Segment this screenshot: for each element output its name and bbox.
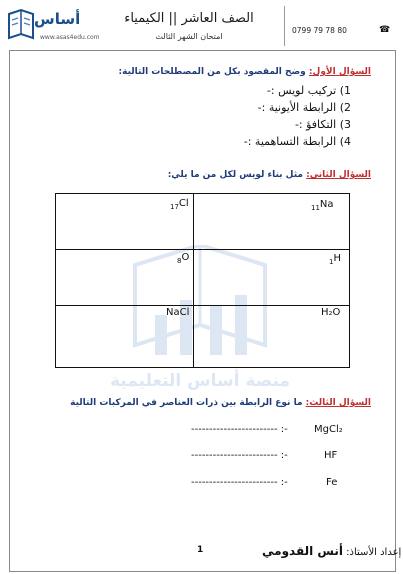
q3-compound: MgCl₂ [314,424,343,435]
table-col-divider [193,193,194,368]
cell-atomic-number: 1 [329,258,334,266]
cell-symbol: O [181,252,190,263]
q1-item-2: 2) الرابطة الأيونية :- [257,101,351,114]
q3-text: ما نوع الرابطة بين ذرات العناصر في المركبات التالية [70,398,303,408]
cell-atomic-number: 11 [311,204,320,212]
author-credit [262,544,401,558]
cell-symbol: Na [319,199,334,210]
table-row-divider [55,305,350,306]
brand-url: www.asas4edu.com [40,34,100,41]
brand-name: أساس [34,10,81,28]
cell-symbol: Cl [178,198,189,209]
q3-answer-line: ------------------------ :- [191,450,288,461]
table-row-divider [55,249,350,250]
q1-text: وضح المقصود بكل من المصطلحات التالية: [118,67,306,77]
cell-atomic-number: 8 [177,257,182,265]
q3-compound: HF [324,450,338,461]
author-prefix: إعداد الأستاذ: [346,547,402,558]
book-logo-icon [6,8,36,42]
q1-heading [119,67,371,77]
lewis-table [55,193,350,368]
cell-sodium-chloride: NaCl [166,307,190,318]
page-title: الصف العاشر || الكيمياء [124,11,254,26]
phone-number: 0799 79 78 80 [292,26,347,35]
cell-water: H₂O [321,307,341,318]
cell-sodium [311,199,334,212]
cell-chlorine [170,198,189,211]
q1-label: السؤال الأول: [308,67,371,77]
q2-label: السؤال الثاني: [306,170,371,180]
author-name: أنس القدومي [262,544,343,558]
table-border-right [349,193,350,368]
cell-atomic-number: 17 [170,203,179,211]
q1-item-3: 3) التكافؤ :- [294,118,351,131]
exam-subtitle: امتحان الشهر الثالث [155,32,223,41]
table-border-top [55,193,350,194]
q2-text: مثل بناء لويس لكل من ما يلي: [167,170,303,180]
cell-symbol: H [333,253,341,264]
watermark-text: منصة أساس التعليمية [109,371,291,391]
q3-label: السؤال الثالث: [305,398,371,408]
cell-hydrogen [329,253,341,266]
q1-item-4: 4) الرابطة التساهمية :- [243,135,351,148]
page-number: 1 [197,545,204,555]
q1-item-1: 1) تركيب لويس :- [266,84,351,97]
table-border-left [55,193,56,368]
q3-answer-line: ------------------------ :- [191,424,288,435]
q3-answer-line: ------------------------ :- [191,477,288,488]
phone-icon: ☎ [379,25,391,35]
q3-compound: Fe [326,477,338,488]
table-border-bottom [55,367,350,368]
q2-heading [168,170,371,180]
cell-oxygen [177,252,189,265]
q3-heading [70,398,371,408]
